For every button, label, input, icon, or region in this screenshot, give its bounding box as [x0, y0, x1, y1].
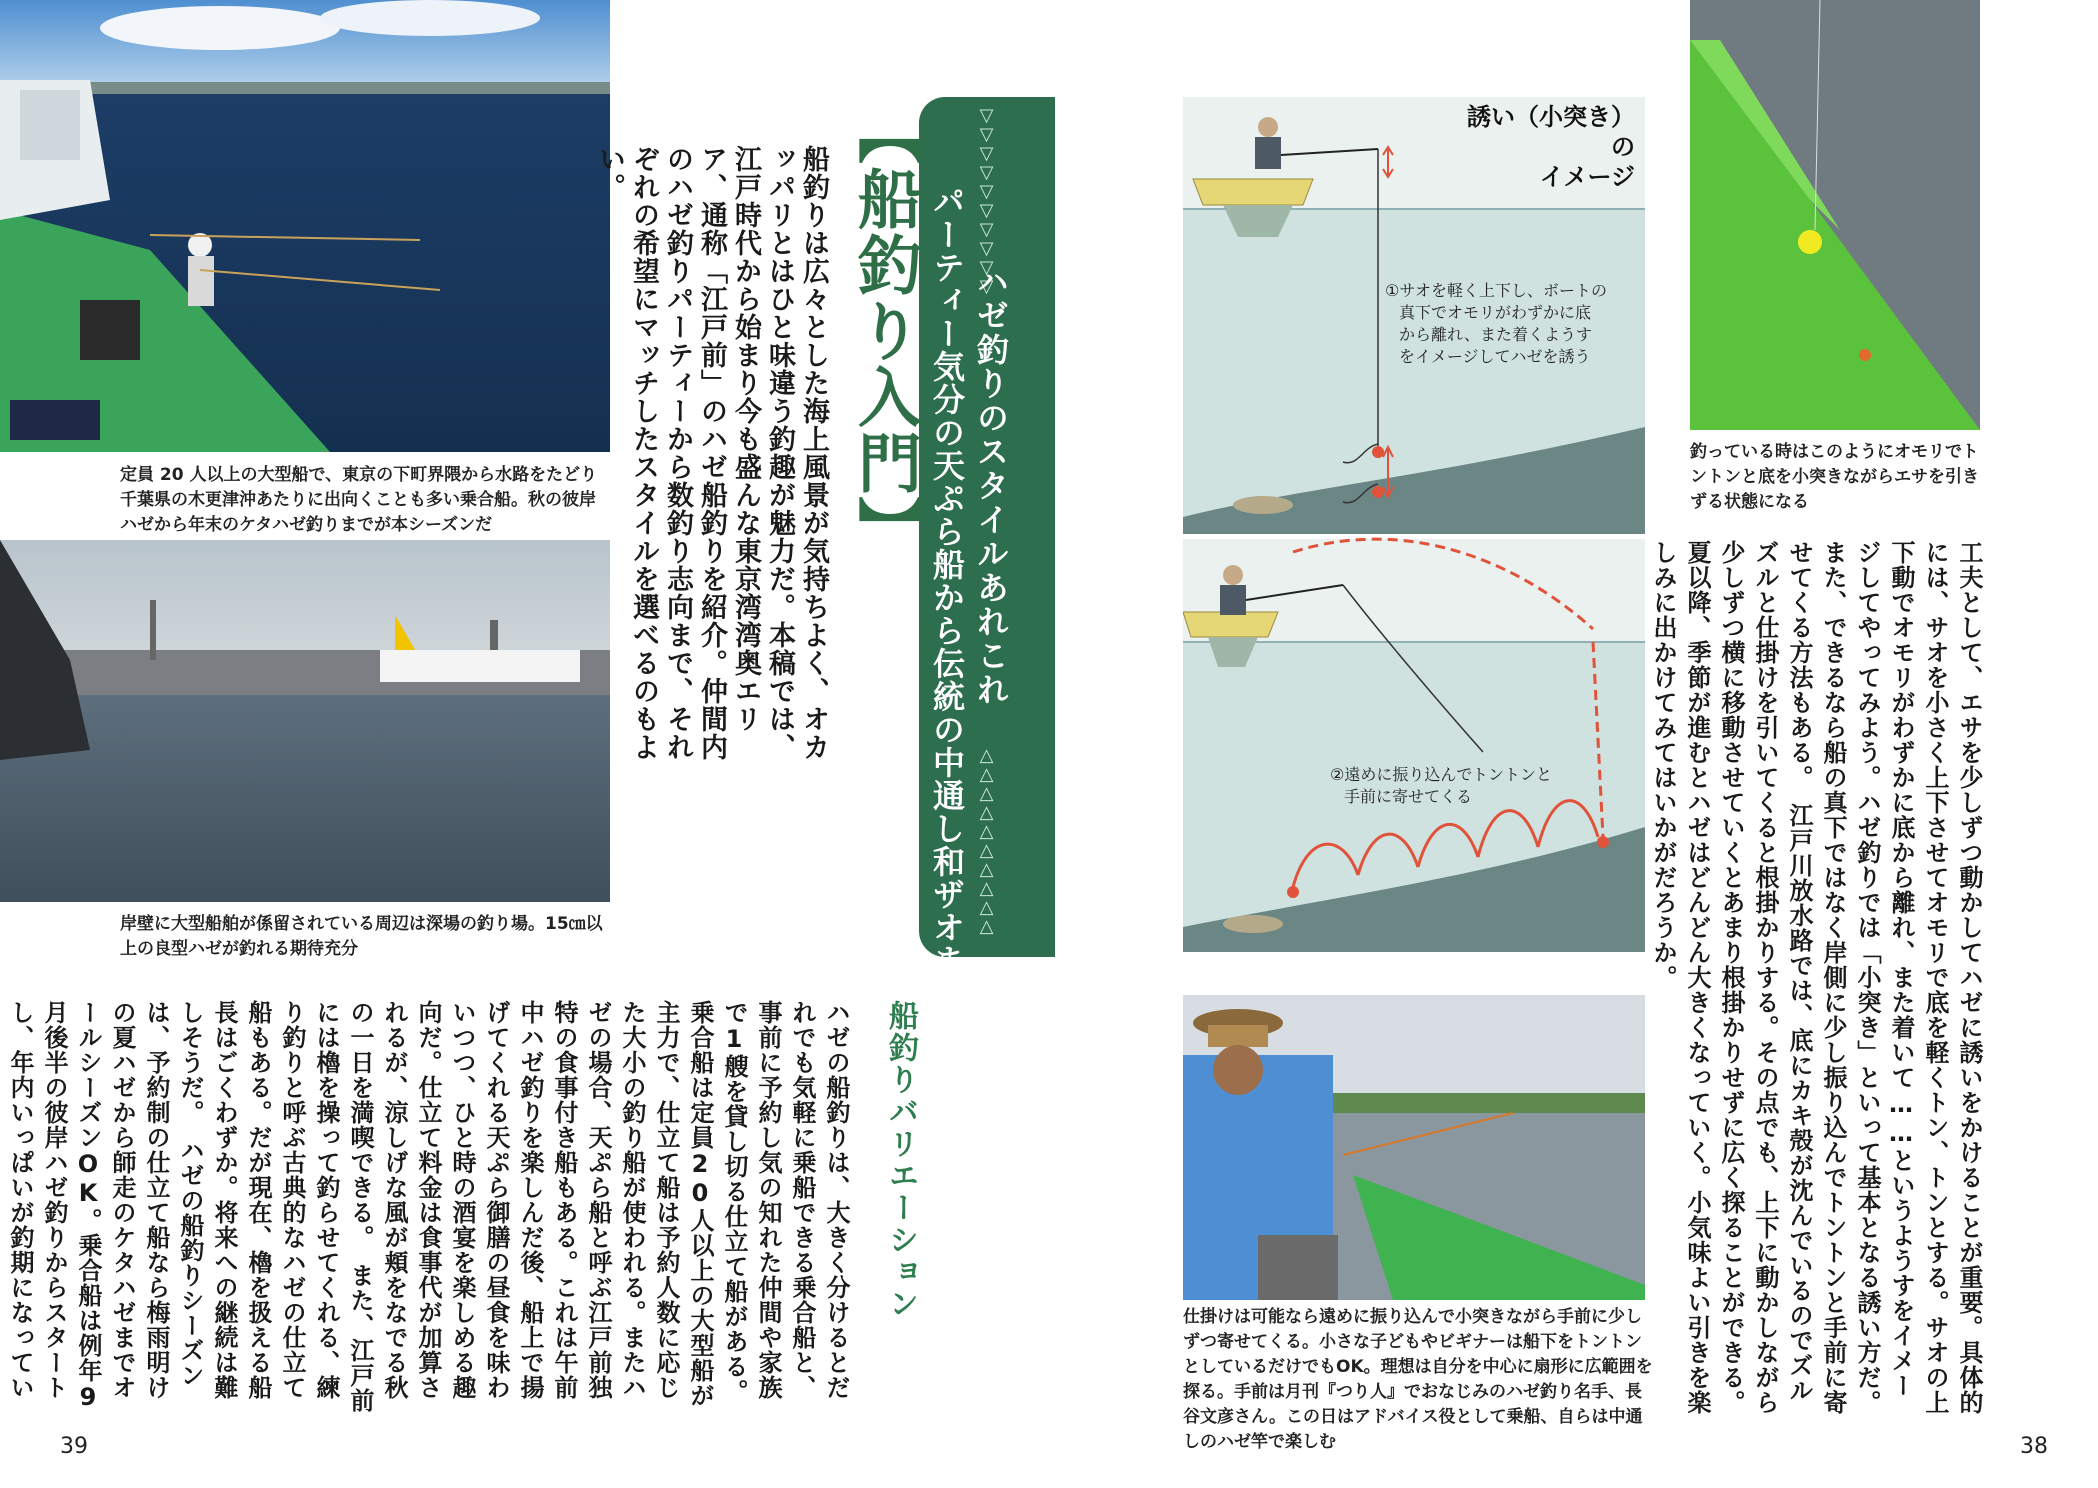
diagram-note-1-line: ①サオを軽く上下し、ボートの: [1385, 281, 1608, 300]
diagram-title: [1445, 102, 1635, 192]
caption-boat-anglers: 定員 20 人以上の大型船で、東京の下町界隈から水路をたどり千葉県の木更津沖あたりに出向くことも多い乗合船。秋の彼岸ハゼから年末のケタハゼ釣りまでが本シーズンだ: [120, 465, 598, 535]
page-title: 【船釣り入門】: [847, 100, 921, 562]
caption-sinker-closeup: 釣っている時はこのようにオモリでトントンと底を小突きながらエサを引きずる状態になる: [1690, 442, 1979, 512]
diagram-note-2-line: 手前に寄せてくる: [1344, 787, 1473, 806]
triangles-bottom: △△△△△△△△△△: [976, 745, 997, 935]
diagram-note-1-line: から離れ、また着くようす: [1399, 325, 1592, 344]
photo-angler-boat: [1183, 995, 1645, 1300]
diagram-note-2-line: ②遠めに振り込んでトントンと: [1330, 765, 1553, 784]
triangles-top: ▽▽▽▽▽▽▽▽▽▽: [976, 105, 997, 295]
photo-boat-anglers: [0, 0, 610, 452]
diagram-sasoi: [1183, 97, 1645, 952]
diagram-note-1: [1385, 280, 1645, 368]
variation-heading: 船釣りバリエーション: [883, 1000, 918, 1320]
lead-text: 船釣りは広々とした海上風景が気持ちよく、オカッパリとはひと味違う釣趣が魅力だ。本稿では、江戸時代から始まり今も盛んな東京湾湾奥エリア、通称「江戸前」のハゼ船釣りを紹介。仲間内のハゼ釣りパーティーから数釣り志向まで、それぞれの希望にマッチしたスタイルを選べるのもよい。: [594, 145, 829, 761]
caption-angler-boat: 仕掛けは可能なら遠めに振り込んで小突きながら手前に少しずつ寄せてくる。小さな子どもやビギナーは船下をトントンとしているだけでもOK。理想は自分を中心に扇形に広範囲を探る。手前は月刊『つり人』でおなじみのハゼ釣り名手、長谷文彦さん。この日はアドバイス役として乗船、自らは中通しのハゼ竿で楽しむ: [1183, 1307, 1653, 1452]
variation-body: ハゼの船釣りは、大きく分けるとだれでも気軽に乗船できる乗合船と、事前に予約し気の知れた仲間や家族で1艘を貸し切る仕立て船がある。 乗合船は定員20人以上の大型船が主力で、仕立て船は予約人数に応じた大小の釣り船が使われる。またハゼの場合、天ぷら船と呼ぶ江戸前独特の食事付き船もある。これは午前中ハゼ釣りを楽しんだ後、船上で揚げてくれる天ぷら御膳の昼食を味わいつつ、ひと時の酒宴を楽しめる趣向だ。仕立て料金は食事代が加算されるが、涼しげな風が頬をなでる秋の一日を満喫できる。 また、江戸前には櫓を操って釣らせてくれる、練り釣りと呼ぶ古典的なハゼの仕立て船もある。だが現在、櫓を扱える船長はごくわずか。将来への継続は難しそうだ。 ハゼの船釣りシーズンは、予約制の仕立て船なら梅雨明けの夏ハゼから師走のケタハゼまでオールシーズンOK。乗合船は例年9月後半の彼岸ハゼ釣りからスタートし、年内いっぱいが釣期になってい: [6, 1000, 850, 1413]
diagram-note-2: [1330, 764, 1590, 808]
photo-sinker-closeup: [1690, 0, 1980, 430]
tagline-style: ハゼ釣りのスタイルあれこれ: [972, 265, 1010, 707]
photo-harbor: [0, 540, 610, 902]
diagram-note-1-line: をイメージしてハゼを誘う: [1399, 347, 1591, 366]
caption-harbor: 岸壁に大型船舶が係留されている周辺は深場の釣り場。15㎝以上の良型ハゼが釣れる期待充分: [120, 914, 603, 959]
page-number-left: 39: [60, 1434, 88, 1459]
page-number-right: 38: [2020, 1434, 2048, 1459]
diagram-note-1-line: 真下でオモリがわずかに底: [1399, 303, 1592, 322]
diagram-title-line2: イメージ: [1539, 163, 1635, 191]
tagline-subtitle: パーティー気分の天ぷら船から伝統の中通し和ザオまで: [928, 185, 966, 1010]
diagram-title-line1: 誘い（小突き）の: [1467, 103, 1635, 161]
right-body-text: 工夫として、エサを少しずつ動かしてハゼに誘いをかけることが重要。具体的には、サオを小さく上下させてオモリで底を軽くトン、トンとする。サオの上下動でオモリがわずかに底から離れ、また着いて……というようすをイメージしてやってみよう。ハゼ釣りでは「小突き」といって基本となる誘い方だ。また、できるなら船の真下ではなく岸側に少し振り込んでトントンと手前に寄せてくる方法もある。 江戸川放水路では、底にカキ殻が沈んでいるのでズルズルと仕掛けを引いてくると根掛かりする。その点でも、上下に動かしながら少しずつ横に移動させていくとあまり根掛かりせずに広く探ることができる。 夏以降、季節が進むとハゼはどんどん大きくなっていく。小気味よい引きを楽しみに出かけてみてはいかがだろうか。: [1649, 540, 1983, 1428]
